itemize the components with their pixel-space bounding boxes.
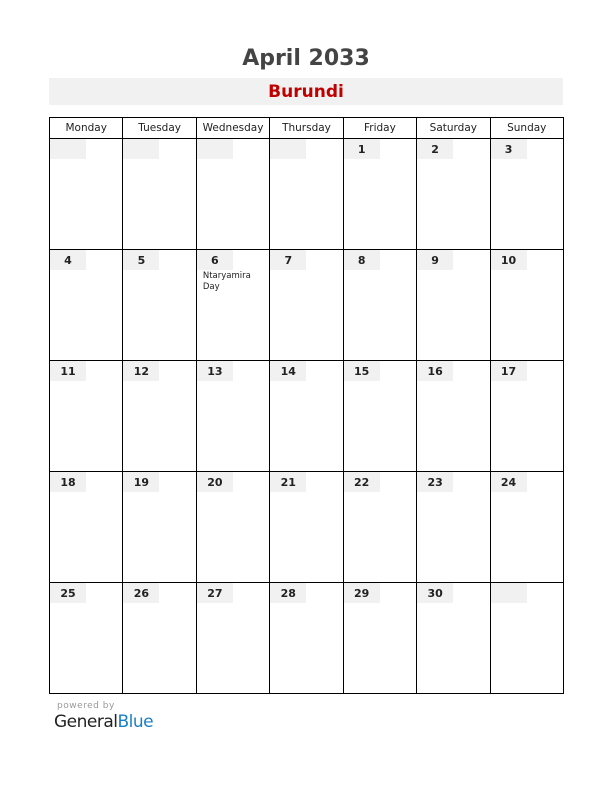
day-number: 5	[123, 250, 159, 270]
day-cell	[417, 139, 490, 250]
empty-day-cell	[490, 583, 563, 694]
generalblue-logo[interactable]	[54, 712, 153, 732]
weekday-header: Saturday	[417, 118, 490, 139]
day-cell	[343, 139, 416, 250]
day-cell	[123, 250, 196, 361]
powered-by-label: powered by	[57, 701, 115, 711]
day-number	[197, 139, 233, 159]
day-number: 24	[491, 472, 527, 492]
day-number: 15	[344, 361, 380, 381]
empty-day-cell	[50, 139, 123, 250]
day-number: 19	[123, 472, 159, 492]
country-name: Burundi	[268, 82, 344, 102]
day-cell	[490, 361, 563, 472]
day-cell	[50, 250, 123, 361]
day-number: 16	[417, 361, 453, 381]
logo-blue: Blue	[117, 712, 154, 732]
weekday-header: Monday	[50, 118, 123, 139]
day-number: 30	[417, 583, 453, 603]
day-cell	[196, 583, 269, 694]
month-title: April 2033	[242, 46, 370, 71]
day-cell	[50, 583, 123, 694]
day-cell	[490, 250, 563, 361]
day-cell	[196, 361, 269, 472]
day-cell	[270, 361, 343, 472]
day-cell	[417, 472, 490, 583]
day-number: 11	[50, 361, 86, 381]
day-cell	[123, 583, 196, 694]
calendar-grid	[49, 117, 564, 694]
empty-day-cell	[270, 139, 343, 250]
holiday-label: Ntaryamira Day	[202, 271, 251, 292]
weekday-header: Friday	[343, 118, 416, 139]
weekday-header: Wednesday	[196, 118, 269, 139]
week-row	[50, 361, 564, 472]
week-row	[50, 250, 564, 361]
day-cell	[490, 472, 563, 583]
day-cell	[270, 583, 343, 694]
day-number	[491, 583, 527, 603]
day-cell	[417, 583, 490, 694]
day-number: 20	[197, 472, 233, 492]
day-number: 4	[50, 250, 86, 270]
day-cell	[196, 250, 269, 361]
empty-day-cell	[196, 139, 269, 250]
day-cell	[270, 472, 343, 583]
day-number: 22	[344, 472, 380, 492]
day-cell	[50, 472, 123, 583]
empty-day-cell	[123, 139, 196, 250]
day-cell	[270, 250, 343, 361]
weekday-header-row	[50, 118, 564, 139]
day-number: 13	[197, 361, 233, 381]
day-cell	[50, 361, 123, 472]
day-number: 17	[491, 361, 527, 381]
day-number: 10	[491, 250, 527, 270]
day-number: 2	[417, 139, 453, 159]
day-cell	[417, 250, 490, 361]
week-row	[50, 472, 564, 583]
day-cell	[123, 472, 196, 583]
day-cell	[343, 472, 416, 583]
day-number: 6	[197, 250, 233, 270]
day-cell	[196, 472, 269, 583]
day-number: 8	[344, 250, 380, 270]
day-cell	[343, 583, 416, 694]
day-number: 18	[50, 472, 86, 492]
day-number	[270, 139, 306, 159]
day-number: 7	[270, 250, 306, 270]
day-number	[50, 139, 86, 159]
day-number: 26	[123, 583, 159, 603]
day-number: 14	[270, 361, 306, 381]
logo-general: General	[54, 712, 118, 732]
day-number: 12	[123, 361, 159, 381]
day-cell	[123, 361, 196, 472]
country-banner	[49, 78, 563, 105]
day-cell	[343, 361, 416, 472]
day-number: 1	[344, 139, 380, 159]
week-row	[50, 139, 564, 250]
week-row	[50, 583, 564, 694]
day-cell	[490, 139, 563, 250]
day-number: 9	[417, 250, 453, 270]
day-cell	[417, 361, 490, 472]
weekday-header: Thursday	[270, 118, 343, 139]
day-number: 23	[417, 472, 453, 492]
day-number: 29	[344, 583, 380, 603]
day-number	[123, 139, 159, 159]
weekday-header: Sunday	[490, 118, 563, 139]
weekday-header: Tuesday	[123, 118, 196, 139]
day-number: 28	[270, 583, 306, 603]
day-number: 3	[491, 139, 527, 159]
day-number: 21	[270, 472, 306, 492]
day-number: 25	[50, 583, 86, 603]
day-number: 27	[197, 583, 233, 603]
day-cell	[343, 250, 416, 361]
